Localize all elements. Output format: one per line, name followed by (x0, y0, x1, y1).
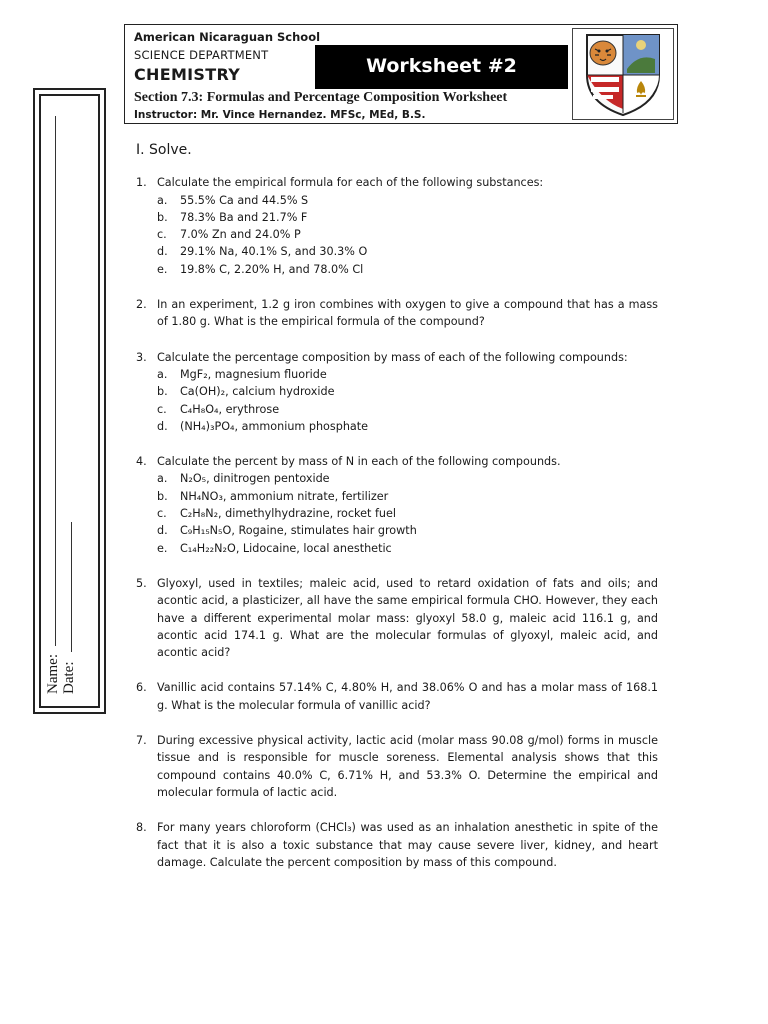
name-date-inner-frame (39, 94, 100, 708)
option-letter: d. (157, 245, 168, 259)
option-letter: b. (157, 489, 168, 503)
question-text: Calculate the empirical formula for each of the following substances: (157, 176, 544, 190)
question-number: 7. (136, 734, 147, 748)
question-option (157, 401, 658, 418)
date-field[interactable] (71, 522, 72, 652)
question-item (136, 296, 658, 331)
option-letter: d. (157, 419, 168, 433)
question-option (157, 209, 658, 226)
question-option (157, 261, 658, 278)
question-option (157, 540, 658, 557)
question-list (136, 174, 658, 871)
instructor-line: Instructor: Mr. Vince Hernandez. MFSc, MEd, B.S. (134, 109, 426, 121)
option-letter: a. (157, 367, 168, 381)
option-text: C₉H₁₅N₅O, Rogaine, stimulates hair growth (180, 524, 417, 538)
question-text: In an experiment, 1.2 g iron combines with oxygen to give a compound that has a mass of 1.80 g. What is the empirical formula of the compound? (157, 298, 658, 329)
question-item (136, 732, 658, 801)
question-option (157, 418, 658, 435)
option-text: C₁₄H₂₂N₂O, Lidocaine, local anesthetic (180, 541, 392, 555)
option-letter: c. (157, 507, 167, 521)
question-option (157, 243, 658, 260)
question-option (157, 522, 658, 539)
question-option (157, 192, 658, 209)
option-text: 19.8% C, 2.20% H, and 78.0% Cl (180, 262, 364, 276)
option-text: 7.0% Zn and 24.0% P (180, 228, 301, 242)
department-name: SCIENCE DEPARTMENT (134, 48, 269, 62)
name-field[interactable] (55, 116, 56, 646)
question-item (136, 453, 658, 557)
option-text: C₂H₈N₂, dimethylhydrazine, rocket fuel (180, 507, 396, 521)
option-text: Ca(OH)₂, calcium hydroxide (180, 385, 335, 399)
subject-name: CHEMISTRY (134, 65, 241, 84)
option-letter: b. (157, 210, 168, 224)
question-text: Calculate the percent by mass of N in each of the following compounds. (157, 455, 561, 469)
name-date-box (33, 88, 106, 714)
option-text: (NH₄)₃PO₄, ammonium phosphate (180, 419, 369, 433)
name-label: Name: (45, 654, 61, 694)
question-item (136, 819, 658, 871)
option-letter: e. (157, 541, 168, 555)
question-number: 3. (136, 350, 147, 364)
worksheet-body (136, 142, 658, 889)
question-text: Vanillic acid contains 57.14% C, 4.80% H, and 38.06% O and has a molar mass of 168.1 g. What is the molecular formula of vanillic acid? (157, 681, 658, 712)
section-heading: I. Solve. (136, 142, 192, 158)
option-text: 29.1% Na, 40.1% S, and 30.3% O (180, 245, 368, 259)
option-text: MgF₂, magnesium fluoride (180, 367, 327, 381)
question-number: 4. (136, 455, 147, 469)
question-item (136, 679, 658, 714)
option-letter: e. (157, 262, 168, 276)
school-crest-icon (572, 28, 674, 120)
date-label: Date: (61, 661, 77, 694)
question-option (157, 383, 658, 400)
question-number: 5. (136, 576, 147, 590)
option-letter: c. (157, 402, 167, 416)
option-letter: c. (157, 228, 167, 242)
question-option (157, 366, 658, 383)
school-name: American Nicaraguan School (134, 30, 321, 44)
option-text: C₄H₈O₄, erythrose (180, 402, 280, 416)
question-text: During excessive physical activity, lactic acid (molar mass 90.08 g/mol) forms in muscle tissue and is responsible for muscle soreness. Elemental analysis shows that this compound contains 40.0% C, 6.71% H, and 53.3% O. Determine the empirical and molecular formula of lactic acid. (157, 734, 658, 799)
option-text: NH₄NO₃, ammonium nitrate, fertilizer (180, 489, 389, 503)
question-number: 8. (136, 821, 147, 835)
option-text: 78.3% Ba and 21.7% F (180, 210, 308, 224)
question-text: For many years chloroform (CHCl₃) was used as an inhalation anesthetic in spite of the fact that it is also a toxic substance that may cause severe liver, kidney, and heart damage. Calculate the percent composition by mass of this compound. (157, 821, 658, 869)
question-item (136, 349, 658, 435)
option-text: N₂O₅, dinitrogen pentoxide (180, 472, 330, 486)
option-letter: a. (157, 193, 168, 207)
option-letter: a. (157, 472, 168, 486)
option-letter: b. (157, 385, 168, 399)
section-title: Section 7.3: Formulas and Percentage Composition Worksheet (134, 90, 508, 105)
question-text: Calculate the percentage composition by mass of each of the following compounds: (157, 350, 628, 364)
question-option (157, 226, 658, 243)
question-item (136, 174, 658, 278)
option-text: 55.5% Ca and 44.5% S (180, 193, 309, 207)
question-option (157, 470, 658, 487)
worksheet-title: Worksheet #2 (315, 45, 568, 89)
question-option (157, 505, 658, 522)
question-text: Glyoxyl, used in textiles; maleic acid, used to retard oxidation of fats and oils; and acontic acid, a plasticizer, all have the same empirical formula CHO. However, they each have a different experimental molar mass: glyoxyl 58.0 g, maleic acid 116.1 g, and acontic acid 174.1 g. What are the molecular formulas of glyoxyl, maleic acid, and acontic acid? (157, 576, 658, 660)
question-item (136, 575, 658, 661)
question-number: 2. (136, 298, 147, 312)
question-number: 1. (136, 176, 147, 190)
question-option (157, 488, 658, 505)
question-number: 6. (136, 681, 147, 695)
worksheet-header (124, 24, 678, 124)
option-letter: d. (157, 524, 168, 538)
